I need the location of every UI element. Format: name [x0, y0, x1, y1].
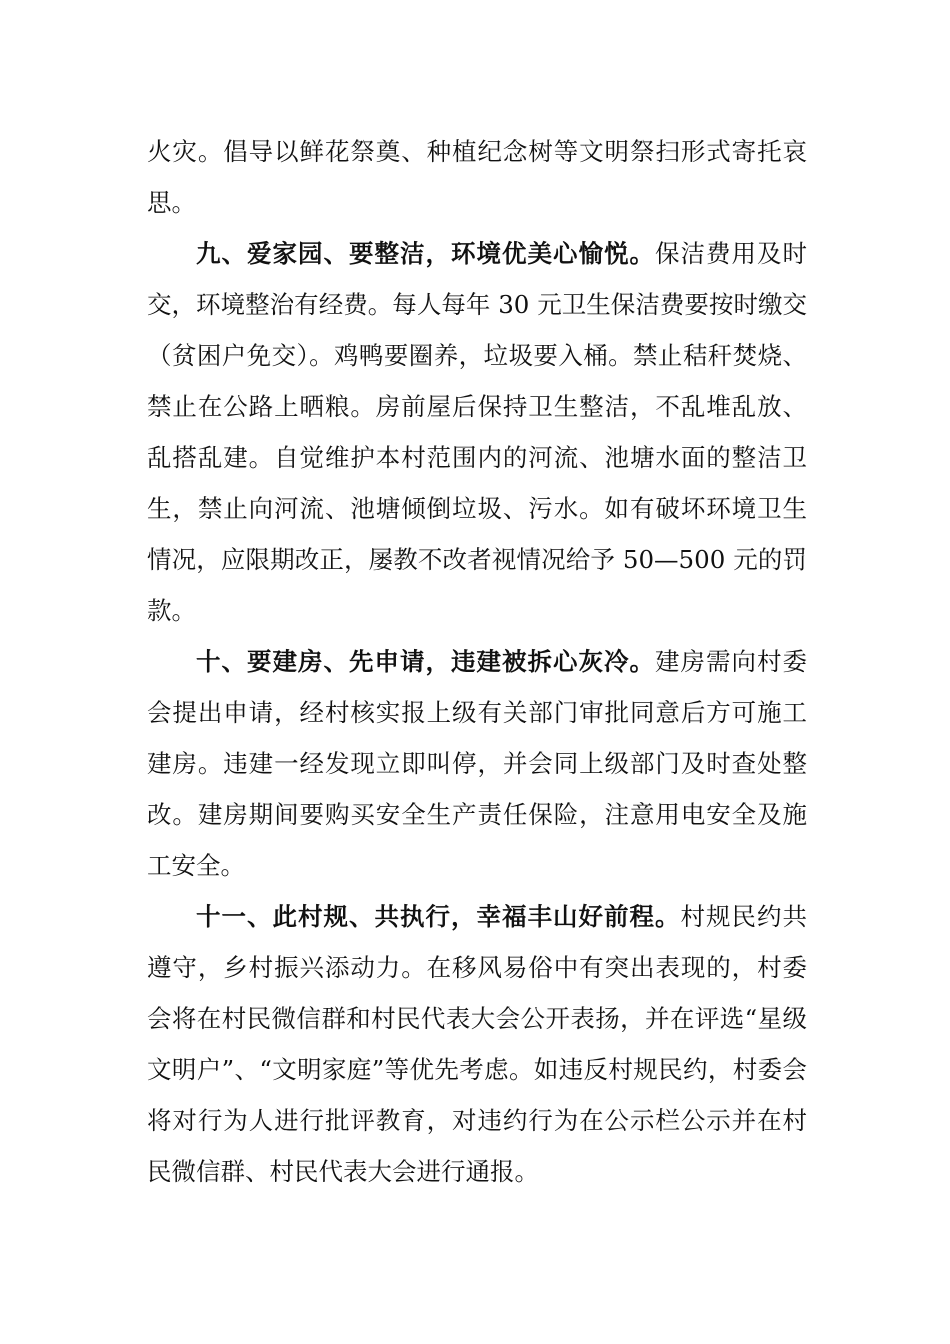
- article-heading: 九、爱家园、要整洁，环境优美心愉悦。: [196, 239, 655, 268]
- paragraph-body: 保洁费用及时交，环境整治有经费。每人每年 30 元卫生保洁费要按时缴交（贫困户免交）。鸡鸭要圈养，垃圾要入桶。禁止秸秆焚烧、禁止在公路上晒粮。房前屋后保持卫生整洁，不乱堆乱放、乱搭乱建。自觉维护本村范围内的河流、池塘水面的整洁卫生，禁止向河流、池塘倾倒垃圾、污水。如有破坏环境卫生情况，应限期改正，屡教不改者视情况给予 50—500 元的罚款。: [147, 239, 807, 625]
- article-heading: 十、要建房、先申请，违建被拆心灰冷。: [196, 647, 655, 676]
- paragraph-continuation: [147, 126, 807, 228]
- paragraph-body: 村规民约共遵守，乡村振兴添动力。在移风易俗中有突出表现的，村委会将在村民微信群和村民代表大会公开表扬，并在评选“星级文明户”、“文明家庭”等优先考虑。如违反村规民约，村委会将对行为人进行批评教育，对违约行为在公示栏公示并在村民微信群、村民代表大会进行通报。: [147, 902, 807, 1186]
- paragraph-body: 建房需向村委会提出申请，经村核实报上级有关部门审批同意后方可施工建房。违建一经发现立即叫停，并会同上级部门及时查处整改。建房期间要购买安全生产责任保险，注意用电安全及施工安全。: [147, 647, 807, 880]
- article-heading: 十一、此村规、共执行，幸福丰山好前程。: [196, 902, 681, 931]
- paragraph-article-9: [147, 228, 807, 636]
- paragraph-article-11: [147, 891, 807, 1197]
- document-page: [147, 126, 807, 1197]
- paragraph-body: 火灾。倡导以鲜花祭奠、种植纪念树等文明祭扫形式寄托哀思。: [147, 137, 807, 217]
- paragraph-article-10: [147, 636, 807, 891]
